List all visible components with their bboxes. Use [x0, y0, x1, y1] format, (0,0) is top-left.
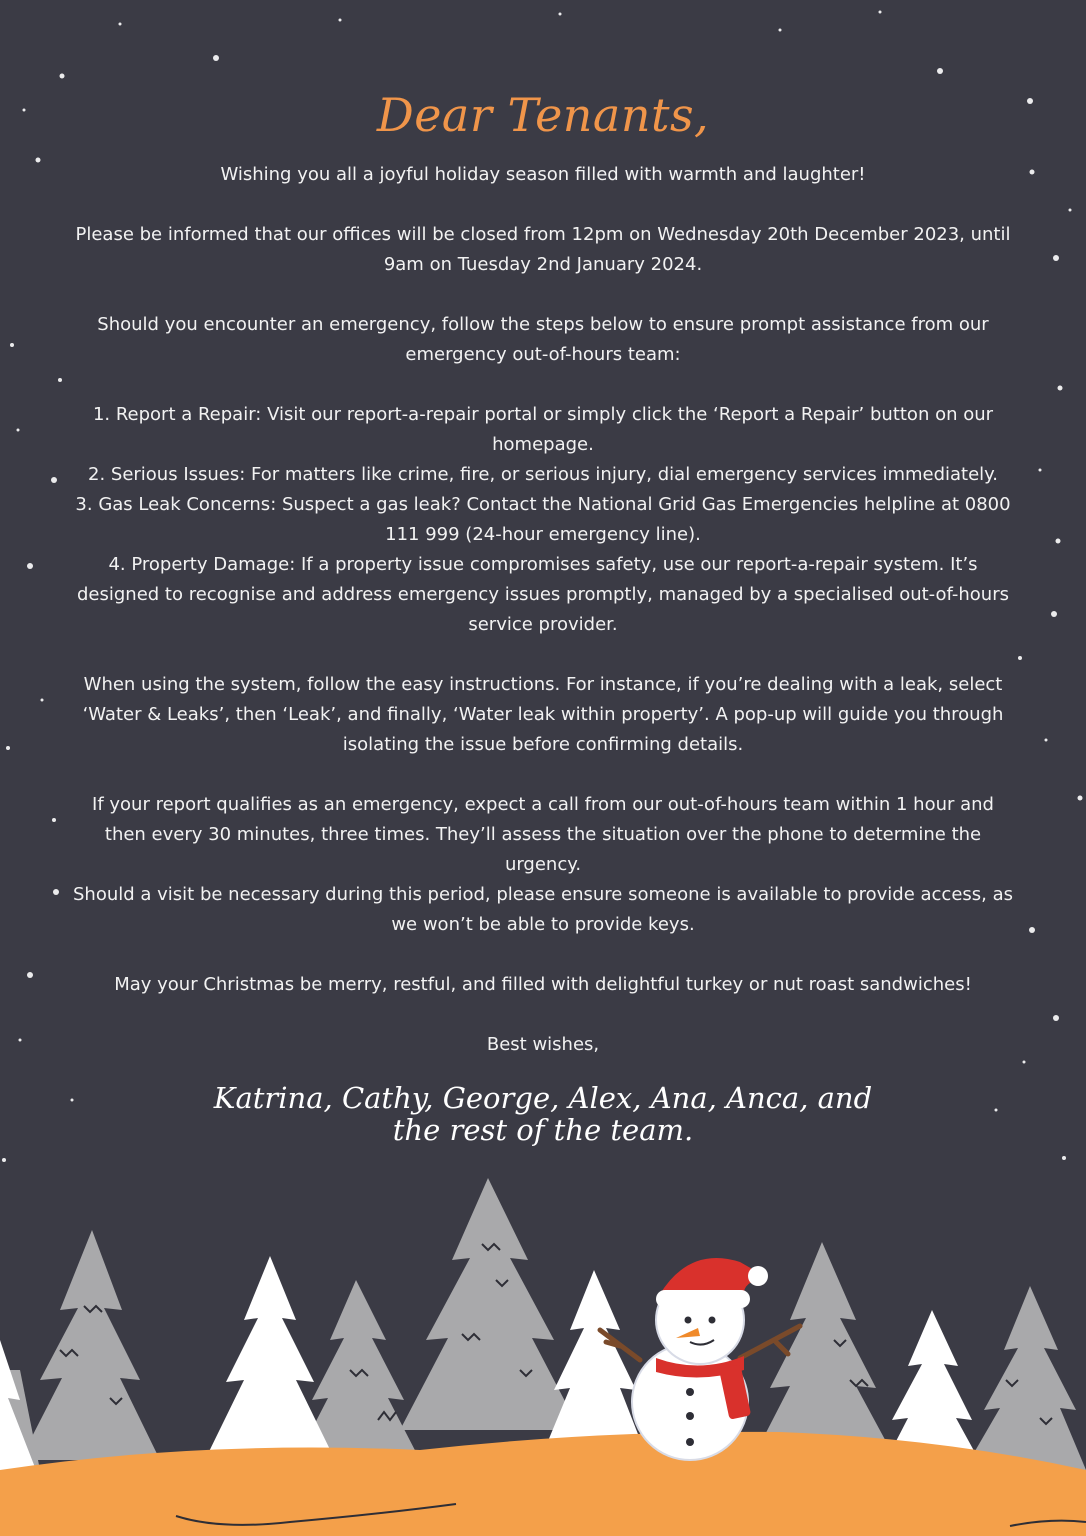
step-report-repair: 1. Report a Repair: Visit our report-a-repair portal or simply click the ‘Report a Repair’ button on our homepage. — [92, 404, 994, 455]
emergency-steps-list — [70, 400, 1016, 640]
holiday-greeting: Wishing you all a joyful holiday season filled with warmth and laughter! — [220, 164, 866, 185]
letter-title: Dear Tenants, — [376, 88, 710, 142]
step-property-damage: 4. Property Damage: If a property issue compromises safety, use our report-a-repair system. It’s designed to recognise and address emergency issues promptly, managed by a specialised out-of-hours service provider. — [77, 554, 1009, 635]
letter-body — [70, 88, 1016, 1146]
orange-ground — [0, 1432, 1086, 1536]
visit-access-note: Should a visit be necessary during this period, please ensure someone is available to provide access, as we won’t be able to provide keys. — [72, 884, 1014, 935]
winter-scene-illustration — [0, 1170, 1086, 1536]
system-instructions: When using the system, follow the easy instructions. For instance, if you’re dealing with a leak, select ‘Water & Leaks’, then ‘Leak’, and finally, ‘Water leak within property’. A pop-up will guide you through isolating the issue before confirming details. — [82, 674, 1004, 755]
christmas-wish: May your Christmas be merry, restful, and filled with delightful turkey or nut roast sandwiches! — [114, 974, 972, 995]
signoff: Best wishes, — [486, 1034, 600, 1055]
step-gas-leak: 3. Gas Leak Concerns: Suspect a gas leak? Contact the National Grid Gas Emergencies helpline at 0800 111 999 (24-hour emergency line). — [75, 494, 1011, 545]
step-serious-issues: 2. Serious Issues: For matters like crime, fire, or serious injury, dial emergency services immediately. — [88, 464, 998, 485]
emergency-intro: Should you encounter an emergency, follow the steps below to ensure prompt assistance from our emergency out-of-hours team: — [97, 314, 989, 365]
emergency-call-info: If your report qualifies as an emergency, expect a call from our out-of-hours team within 1 hour and then every 30 minutes, three times. They’ll assess the situation over the phone to determine the urgency. — [92, 794, 994, 875]
team-signature: Katrina, Cathy, George, Alex, Ana, Anca, and the rest of the team. — [213, 1081, 873, 1147]
office-closure-notice: Please be informed that our offices will be closed from 12pm on Wednesday 20th December 2023, until 9am on Tuesday 2nd January 2024. — [75, 224, 1011, 275]
